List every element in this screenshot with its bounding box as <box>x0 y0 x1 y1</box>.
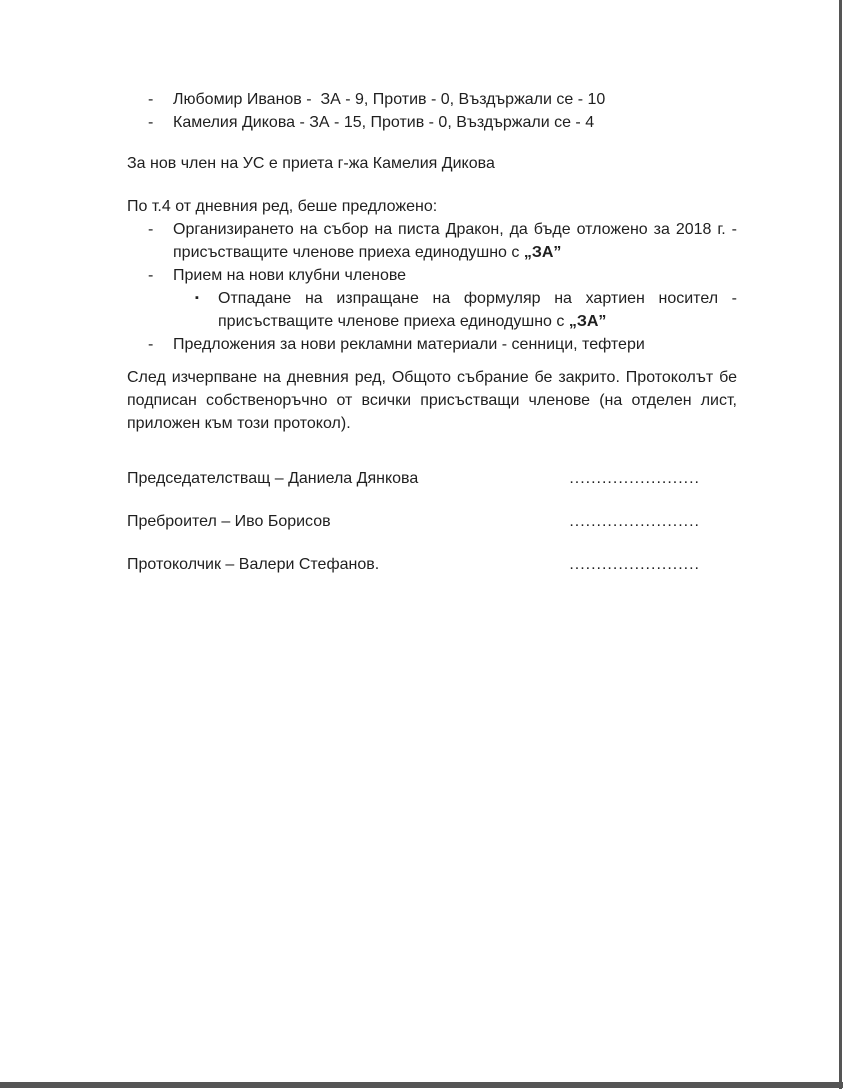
document-content <box>127 88 737 576</box>
justified-line: Организирането на събор на писта Дракон, да бъде отложено за 2018 г. - <box>173 221 737 238</box>
bold-za: „ЗА” <box>568 313 607 330</box>
signature-dotted-line: ........................ <box>569 470 700 487</box>
agenda-bullet-list <box>127 218 737 356</box>
line-with-bold <box>173 241 737 264</box>
vote-result-item <box>127 88 737 111</box>
dash-bullet-marker: - <box>148 221 154 238</box>
signature-row-chair <box>127 467 737 490</box>
justified-line: Отпадане на изпращане на формуляр на хартиен носител - <box>218 290 737 307</box>
agenda-bullet-new-members <box>127 264 737 287</box>
dash-bullet-marker: - <box>148 114 154 131</box>
dash-bullet-marker: - <box>148 267 154 284</box>
signature-label: Председателстващ – Даниела Дянкова <box>127 470 419 487</box>
dash-bullet-marker: - <box>148 91 154 108</box>
justified-line: След изчерпване на дневния ред, Общото събрание бе закрито. Протоколът бе <box>127 369 737 386</box>
page-edge-right <box>839 0 842 1089</box>
paragraph-last-line: приложен към този протокол). <box>127 415 351 432</box>
paragraph-new-member: За нов член на УС е приета г-жа Камелия Дикова <box>127 155 495 172</box>
dash-bullet-marker: - <box>148 336 154 353</box>
agenda-bullet-text: Прием на нови клубни членове <box>173 267 407 284</box>
vote-result-list <box>127 88 737 134</box>
signature-row-secretary <box>127 553 737 576</box>
signature-dotted-line: ........................ <box>569 513 700 530</box>
vote-result-text: Камелия Дикова - ЗА - 15, Против - 0, Въздържали се - 4 <box>173 114 595 131</box>
page-edge-bottom <box>0 1082 843 1088</box>
justified-line: подписан собственоръчно от всички присъстващи членове (на отделен лист, <box>127 392 737 409</box>
paragraph-agenda-intro: По т.4 от дневния ред, беше предложено: <box>127 198 438 215</box>
vote-result-item <box>127 111 737 134</box>
line-prefix: присъстващите членове приеха единодушно с <box>173 244 524 261</box>
signature-label: Преброител – Иво Борисов <box>127 513 331 530</box>
agenda-sub-bullet-text <box>218 287 737 333</box>
signature-row-counter <box>127 510 737 533</box>
agenda-bullet-text <box>173 218 737 264</box>
agenda-bullet-text: Предложения за нови рекламни материали - сенници, тефтери <box>173 336 645 353</box>
square-bullet-marker: ▪ <box>195 292 199 304</box>
signature-label: Протоколчик – Валери Стефанов. <box>127 556 380 573</box>
line-with-bold <box>218 310 737 333</box>
paragraph-closing <box>127 366 737 435</box>
vote-result-text: Любомир Иванов - ЗА - 9, Против - 0, Въздържали се - 10 <box>173 91 606 108</box>
agenda-bullet-materials <box>127 333 737 356</box>
bold-za: „ЗА” <box>523 244 562 261</box>
agenda-sub-bullet-form <box>127 287 737 333</box>
signature-block <box>127 467 737 576</box>
agenda-bullet-organizing <box>127 218 737 264</box>
line-prefix: присъстващите членове приеха единодушно с <box>218 313 569 330</box>
signature-dotted-line: ........................ <box>569 556 700 573</box>
